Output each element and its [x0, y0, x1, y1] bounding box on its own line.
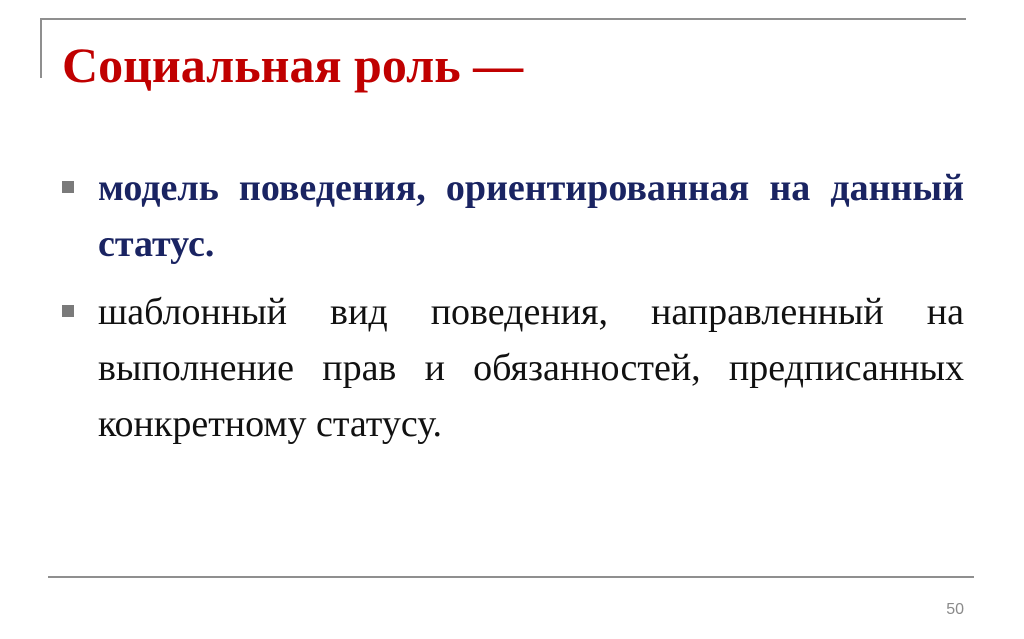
top-divider: [40, 18, 966, 20]
bullet-text: шаблонный вид поведения, направленный на выполнение прав и обязанностей, предписанных конкретному статусу.: [98, 291, 964, 445]
bottom-divider: [48, 576, 974, 578]
bullet-list: [62, 160, 964, 464]
bullet-item: [62, 160, 964, 272]
page-number: 50: [946, 601, 964, 618]
square-bullet-icon: [62, 305, 74, 317]
slide-title: Социальная роль —: [62, 37, 524, 93]
bullet-item: [62, 284, 964, 452]
left-divider: [40, 18, 42, 78]
bullet-text: модель поведения, ориентированная на данный статус.: [98, 167, 964, 265]
square-bullet-icon: [62, 181, 74, 193]
